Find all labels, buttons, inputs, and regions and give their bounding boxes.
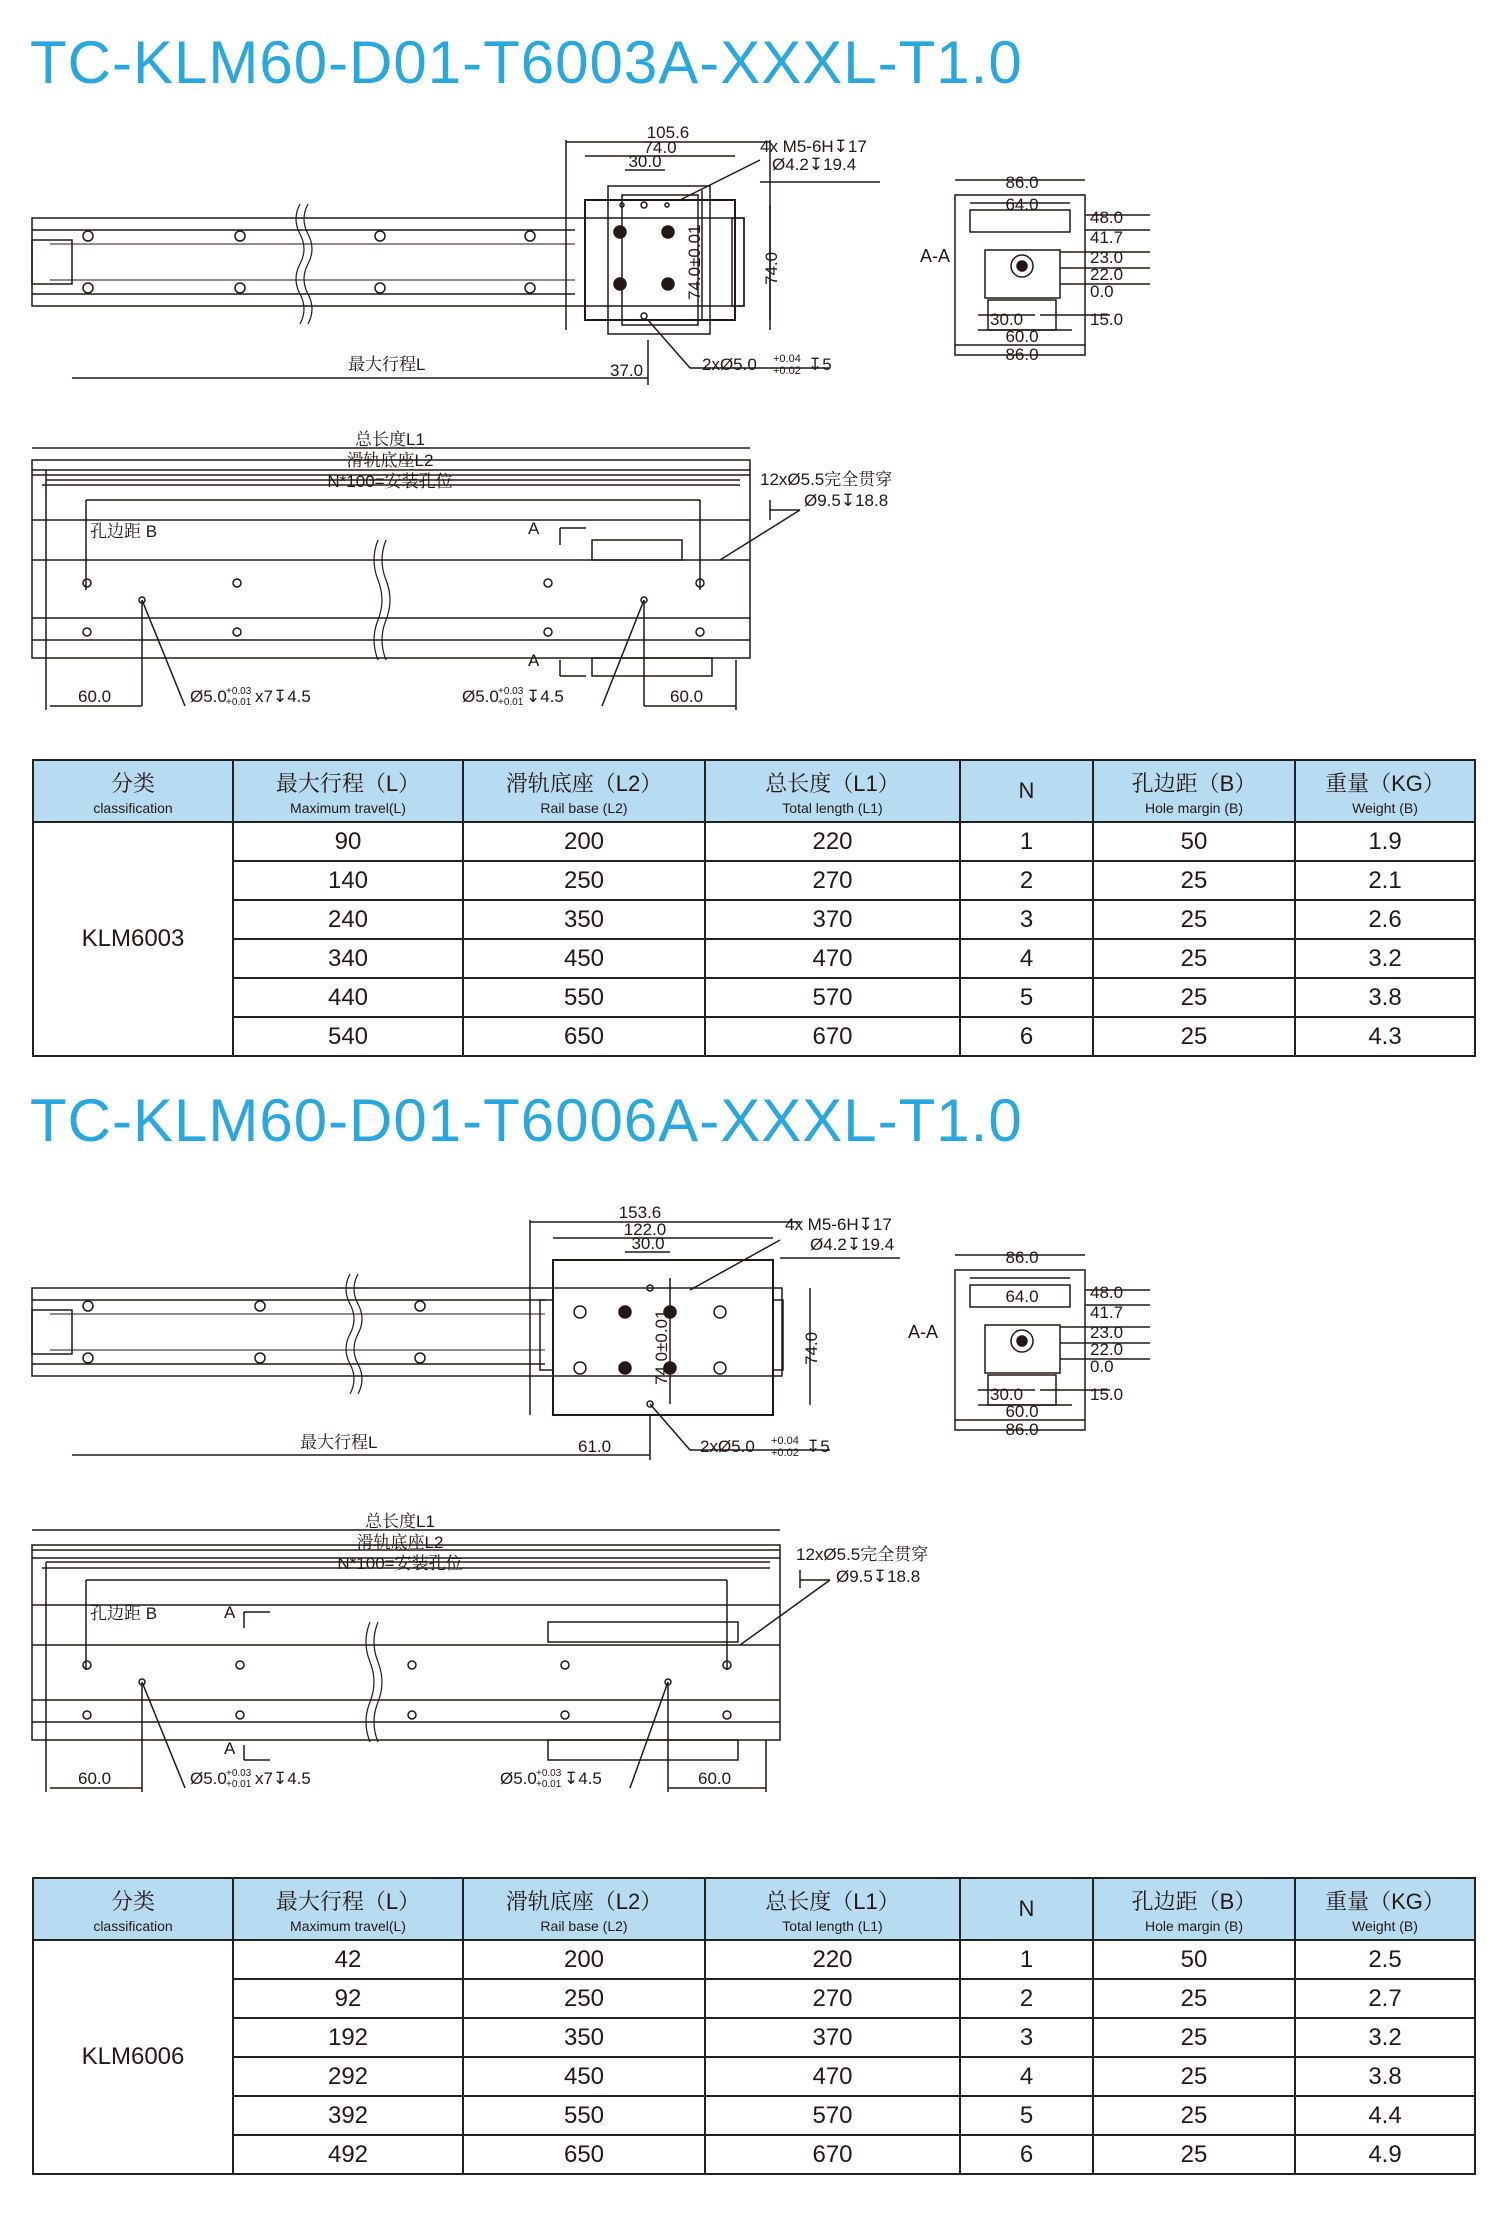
pin-right-tol-upper: +0.03 [536, 1768, 562, 1779]
dim-vertical-tol: 74.0±0.01 [685, 224, 704, 300]
cell: 670 [705, 2135, 960, 2174]
cell: 25 [1093, 978, 1295, 1017]
cell: 240 [233, 900, 463, 939]
cell: 550 [463, 2096, 705, 2135]
dim-vertical: 74.0 [802, 1331, 821, 1365]
dim-vertical-tol: 74.0±0.01 [652, 1309, 671, 1385]
pin-right-tol-upper: +0.03 [498, 686, 524, 697]
pin-note: 2xØ5.0 [700, 1437, 755, 1456]
header-max-travel: 最大行程（L） Maximum travel(L) [233, 760, 463, 822]
drawing-canvas-2 [0, 1160, 1500, 1860]
cell: 4.9 [1295, 2135, 1475, 2174]
cell: 1.9 [1295, 822, 1475, 861]
cell: 292 [233, 2057, 463, 2096]
pin-note: 2xØ5.0 [702, 355, 757, 374]
sec-dim-w4: 86.0 [1005, 345, 1039, 364]
hole-margin-label: 孔边距 B [90, 1604, 158, 1623]
table-row [33, 822, 1475, 861]
pin-right-tol-lower: +0.01 [536, 1779, 562, 1790]
total-length-label: 总长度L1 [365, 1512, 435, 1531]
header-total-length: 总长度（L1） Total length (L1) [705, 1878, 960, 1940]
cell: 270 [705, 861, 960, 900]
cell: 2.5 [1295, 1940, 1475, 1979]
pin-left-depth: x7↧4.5 [255, 687, 311, 706]
pin-right-note: Ø5.0 [462, 687, 499, 706]
through-holes-note: 12xØ5.5完全贯穿 [796, 1545, 929, 1564]
pin-left-depth: x7↧4.5 [255, 1769, 311, 1788]
rail-holes-side [83, 579, 704, 636]
pin-left-note: Ø5.0 [190, 1769, 227, 1788]
pin-tol-lower: +0.02 [771, 1447, 799, 1459]
table-row [33, 2135, 1475, 2174]
sec-dim-h4: 22.0 [1090, 1340, 1124, 1359]
cell: 3 [960, 2018, 1093, 2057]
header-weight: 重量（KG） Weight (B) [1295, 760, 1475, 822]
dim-pin-spacing: 30.0 [628, 152, 662, 171]
cell: 250 [463, 861, 705, 900]
cell: 1 [960, 1940, 1093, 1979]
sec-dim-w3: 60.0 [1005, 327, 1039, 346]
dim-hole-spacing: 74.0 [643, 138, 677, 157]
cell: 25 [1093, 2096, 1295, 2135]
section-marker-bottom: A [528, 651, 540, 670]
pin-tol-upper: +0.04 [773, 353, 801, 365]
pin-right-depth: ↧4.5 [564, 1769, 602, 1788]
mount-holes-label: N*100=安装孔位 [337, 1554, 463, 1573]
cell: 192 [233, 2018, 463, 2057]
cell: 550 [463, 978, 705, 1017]
table-row [33, 861, 1475, 900]
counterbore-note: Ø9.5↧18.8 [836, 1567, 921, 1586]
carriage-holes [614, 202, 674, 319]
header-total-length: 总长度（L1） Total length (L1) [705, 760, 960, 822]
section-title: TC-KLM60-D01-T6006A-XXXL-T1.0 [30, 1087, 1023, 1154]
cell: 2.6 [1295, 900, 1475, 939]
cell: 570 [705, 978, 960, 1017]
pin-left-note: Ø5.0 [190, 687, 227, 706]
cell: 140 [233, 861, 463, 900]
pin-right-tol-lower: +0.01 [498, 697, 524, 708]
cell: 3.8 [1295, 2057, 1475, 2096]
cell: 50 [1093, 822, 1295, 861]
cell: 6 [960, 1017, 1093, 1056]
table-row [33, 1979, 1475, 2018]
pin-tol-lower: +0.02 [773, 365, 801, 377]
stroke-label: 最大行程L [300, 1433, 378, 1452]
sec-dim-w4: 86.0 [1005, 1420, 1039, 1439]
through-holes-note: 12xØ5.5完全贯穿 [760, 470, 893, 489]
header-rail-base: 滑轨底座（L2） Rail base (L2) [463, 760, 705, 822]
sec-dim-width: 86.0 [1005, 173, 1039, 192]
section-marker-top: A [528, 519, 540, 538]
cell: 4.4 [1295, 2096, 1475, 2135]
cell: 5 [960, 978, 1093, 1017]
section-marker-top: A [224, 1603, 236, 1622]
table-row [33, 2018, 1475, 2057]
sec-dim-h5: 0.0 [1090, 282, 1114, 301]
stroke-label: 最大行程L [348, 355, 426, 374]
cell: 25 [1093, 2057, 1295, 2096]
cell: 470 [705, 2057, 960, 2096]
cell: 650 [463, 2135, 705, 2174]
header-n: N [960, 1878, 1093, 1940]
sec-dim-h5: 0.0 [1090, 1357, 1114, 1376]
cell: 450 [463, 2057, 705, 2096]
header-hole-margin: 孔边距（B） Hole margin (B) [1093, 760, 1295, 822]
table-row [33, 939, 1475, 978]
cell: 3.2 [1295, 939, 1475, 978]
header-rail-base: 滑轨底座（L2） Rail base (L2) [463, 1878, 705, 1940]
cell: 570 [705, 2096, 960, 2135]
cell: 220 [705, 822, 960, 861]
spec-table [32, 759, 1476, 1057]
cell: 370 [705, 2018, 960, 2057]
pin-left-tol-lower: +0.01 [226, 1779, 252, 1790]
cell: 25 [1093, 2018, 1295, 2057]
table-row [33, 1940, 1475, 1979]
cell: 25 [1093, 1017, 1295, 1056]
mount-holes-label: N*100=安装孔位 [327, 472, 453, 491]
rail-holes-side [83, 1661, 731, 1719]
dim-vertical: 74.0 [762, 251, 781, 285]
cell: 25 [1093, 1979, 1295, 2018]
section-title: TC-KLM60-D01-T6003A-XXXL-T1.0 [30, 29, 1023, 96]
header-classification: 分类 classification [33, 1878, 233, 1940]
cell: 3.8 [1295, 978, 1475, 1017]
pin-right-note: Ø5.0 [500, 1769, 537, 1788]
right-margin-dim: 60.0 [698, 1769, 732, 1788]
rail-base-label: 滑轨底座L2 [356, 1533, 444, 1552]
cell: 370 [705, 900, 960, 939]
cell: 25 [1093, 861, 1295, 900]
pin-tol-upper: +0.04 [771, 1435, 799, 1447]
sec-dim-w1: 30.0 [990, 1385, 1024, 1404]
pin-depth: ↧5 [806, 1437, 830, 1456]
header-classification: 分类 classification [33, 760, 233, 822]
header-weight: 重量（KG） Weight (B) [1295, 1878, 1475, 1940]
cell: 492 [233, 2135, 463, 2174]
table-row [33, 2057, 1475, 2096]
dim-hole-spacing: 122.0 [623, 1220, 667, 1239]
right-margin-dim: 60.0 [670, 687, 704, 706]
cell: 4 [960, 2057, 1093, 2096]
total-length-label: 总长度L1 [355, 430, 425, 449]
dim-carriage-length: 153.6 [618, 1203, 662, 1222]
rail-holes-top [83, 1301, 425, 1363]
cell: 4.3 [1295, 1017, 1475, 1056]
sec-dim-w2: 15.0 [1090, 310, 1124, 329]
hole-note-1: 4x M5-6H↧17 [760, 137, 867, 156]
classification-cell: KLM6006 [33, 1940, 233, 2174]
cell: 90 [233, 822, 463, 861]
sec-dim-h3: 23.0 [1090, 248, 1124, 267]
cell: 200 [463, 822, 705, 861]
cell: 440 [233, 978, 463, 1017]
carriage-side-top [548, 1622, 738, 1642]
cell: 6 [960, 2135, 1093, 2174]
sec-dim-h3: 23.0 [1090, 1323, 1124, 1342]
section-label: A-A [920, 246, 951, 266]
sec-dim-inner: 64.0 [1005, 1287, 1039, 1306]
rail-top-outline [32, 218, 744, 306]
header-n: N [960, 760, 1093, 822]
cell: 340 [233, 939, 463, 978]
sec-dim-inner: 64.0 [1005, 195, 1039, 214]
cell: 250 [463, 1979, 705, 2018]
table-row [33, 1017, 1475, 1056]
left-margin-dim: 60.0 [78, 687, 112, 706]
cell: 5 [960, 2096, 1093, 2135]
table-header-row [33, 760, 1475, 822]
cell: 392 [233, 2096, 463, 2135]
cell: 350 [463, 2018, 705, 2057]
cell: 2 [960, 861, 1093, 900]
cell: 92 [233, 1979, 463, 2018]
header-max-travel: 最大行程（L） Maximum travel(L) [233, 1878, 463, 1940]
pin-depth: ↧5 [808, 355, 832, 374]
hole-note-1: 4x M5-6H↧17 [785, 1215, 892, 1234]
cell: 670 [705, 1017, 960, 1056]
dim-offset: 37.0 [610, 361, 644, 380]
cell: 350 [463, 900, 705, 939]
spec-table [32, 1877, 1476, 2175]
hole-note-2: Ø4.2↧19.4 [810, 1235, 895, 1254]
dim-carriage-length: 105.6 [646, 123, 690, 142]
carriage-side-top [592, 540, 682, 560]
sec-dim-h1: 48.0 [1090, 1283, 1124, 1302]
table-row [33, 900, 1475, 939]
sec-dim-w3: 60.0 [1005, 1402, 1039, 1421]
dim-offset: 61.0 [578, 1437, 612, 1456]
sec-dim-w1: 30.0 [990, 310, 1024, 329]
cell: 220 [705, 1940, 960, 1979]
table-header-row [33, 1878, 1475, 1940]
cell: 3 [960, 900, 1093, 939]
sec-dim-width: 86.0 [1005, 1248, 1039, 1267]
pin-right-depth: ↧4.5 [526, 687, 564, 706]
cell: 470 [705, 939, 960, 978]
carriage-holes [574, 1285, 726, 1407]
sec-dim-h4: 22.0 [1090, 265, 1124, 284]
cell: 25 [1093, 900, 1295, 939]
sec-dim-h2: 41.7 [1090, 1303, 1124, 1322]
hole-margin-label: 孔边距 B [90, 522, 158, 541]
cell: 2.7 [1295, 1979, 1475, 2018]
cell: 25 [1093, 2135, 1295, 2174]
counterbore-note: Ø9.5↧18.8 [804, 491, 889, 510]
cell: 1 [960, 822, 1093, 861]
cell: 42 [233, 1940, 463, 1979]
cell: 2.1 [1295, 861, 1475, 900]
sec-dim-w2: 15.0 [1090, 1385, 1124, 1404]
table-row [33, 978, 1475, 1017]
cell: 650 [463, 1017, 705, 1056]
cell: 200 [463, 1940, 705, 1979]
left-margin-dim: 60.0 [78, 1769, 112, 1788]
sec-dim-h1: 48.0 [1090, 208, 1124, 227]
pin-left-tol-upper: +0.03 [226, 686, 252, 697]
cell: 450 [463, 939, 705, 978]
cell: 3.2 [1295, 2018, 1475, 2057]
sec-dim-h2: 41.7 [1090, 228, 1124, 247]
hole-note-2: Ø4.2↧19.4 [772, 155, 857, 174]
rail-base-label: 滑轨底座L2 [346, 451, 434, 470]
pin-left-tol-lower: +0.01 [226, 697, 252, 708]
cell: 540 [233, 1017, 463, 1056]
pin-left-tol-upper: +0.03 [226, 1768, 252, 1779]
cell: 50 [1093, 1940, 1295, 1979]
cell: 2 [960, 1979, 1093, 2018]
header-hole-margin: 孔边距（B） Hole margin (B) [1093, 1878, 1295, 1940]
dim-pin-spacing: 30.0 [631, 1234, 665, 1253]
section-marker-bottom: A [224, 1739, 236, 1758]
cell: 25 [1093, 939, 1295, 978]
classification-cell: KLM6003 [33, 822, 233, 1056]
cell: 270 [705, 1979, 960, 2018]
cell: 4 [960, 939, 1093, 978]
technical-drawing [0, 1160, 1500, 1860]
section-label: A-A [908, 1322, 939, 1342]
table-row [33, 2096, 1475, 2135]
